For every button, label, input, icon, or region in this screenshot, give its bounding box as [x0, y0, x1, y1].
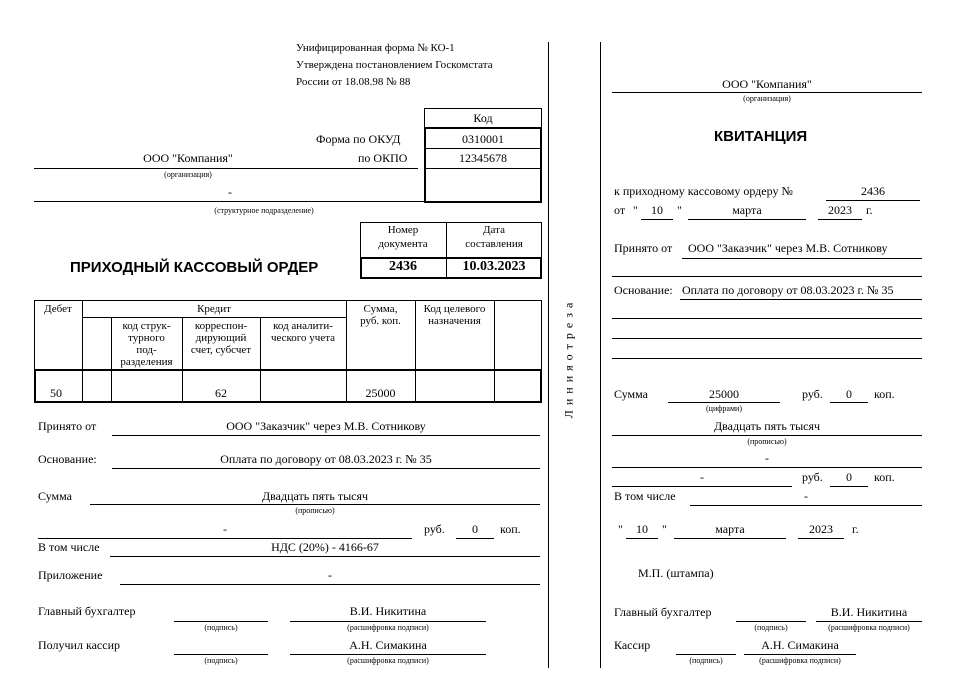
analit-h1: код аналити- — [273, 320, 333, 332]
receipt-g2-label: г. — [852, 522, 859, 536]
form-header-line3: России от 18.08.98 № 88 — [296, 76, 411, 88]
kassir-podpis-caption: (подпись) — [204, 656, 238, 665]
org-name: ООО "Компания" — [143, 151, 233, 165]
receipt-month: марта — [732, 203, 762, 217]
receipt-date2-quote-open: " — [618, 522, 623, 536]
receipt-summa-words-cont: - — [765, 451, 769, 465]
kassir-label: Получил кассир — [38, 638, 120, 652]
org-caption: (организация) — [164, 170, 212, 179]
codes-header-label: Код — [473, 111, 493, 125]
receipt-rub2-label: руб. — [802, 470, 823, 484]
receipt-day2: 10 — [636, 522, 648, 536]
kassir-rasshifrovka-caption: (расшифровка подписи) — [347, 656, 429, 665]
receipt-summa-value: 25000 — [709, 387, 739, 401]
receipt-title: КВИТАНЦИЯ — [714, 128, 808, 145]
glavbuh-podpis-caption: (подпись) — [204, 623, 238, 632]
summa-words: Двадцать пять тысяч — [261, 489, 369, 503]
glavbuh-label: Главный бухгалтер — [38, 604, 136, 618]
docnum-label-1: Номер — [387, 224, 419, 236]
vtom-label: В том числе — [38, 540, 100, 554]
glavbuh-name: В.И. Никитина — [349, 604, 427, 618]
receipt-month2: марта — [715, 522, 745, 536]
receipt-vtom-label: В том числе — [614, 489, 676, 503]
doc-number: 2436 — [389, 259, 417, 274]
receipt-date2-quote-close: " — [662, 522, 667, 536]
kod-cel-h1: Код целевого — [423, 303, 486, 315]
cut-line-right — [600, 42, 601, 668]
kredit-header: Кредит — [197, 303, 231, 315]
receipt-vtom-value: - — [804, 489, 808, 503]
receipt-glavbuh-label: Главный бухгалтер — [614, 605, 712, 619]
receipt-ot-label: от — [614, 203, 626, 217]
rub-label: руб. — [424, 522, 445, 536]
kod-cel-h2: назначения — [428, 315, 481, 327]
okud-value: 0310001 — [462, 132, 504, 146]
kod-struct-h1: код струк- — [122, 320, 171, 332]
okpo-value: 12345678 — [459, 151, 507, 165]
vtom-value: НДС (20%) - 4166-67 — [271, 540, 379, 554]
receipt-prinyato-value: ООО "Заказчик" через М.В. Сотникову — [688, 241, 888, 255]
receipt-org-caption: (организация) — [743, 94, 791, 103]
subdivision-value: - — [228, 185, 232, 199]
receipt-k-order-label: к приходному кассовому ордеру № — [614, 184, 793, 198]
propisyu-caption: (прописью) — [295, 506, 335, 515]
korr-h2: дирующий — [195, 332, 247, 344]
receipt-kop-label: коп. — [874, 387, 895, 401]
receipt-org-name: ООО "Компания" — [722, 77, 812, 91]
date-label-2: составления — [465, 238, 523, 250]
receipt-day: 10 — [651, 203, 663, 217]
receipt-quote-close: " — [677, 203, 682, 217]
osnovanie-label: Основание: — [38, 452, 97, 466]
receipt-kop2-label: коп. — [874, 470, 895, 484]
row-korr: 62 — [215, 386, 227, 400]
osnovanie-value: Оплата по договору от 08.03.2023 г. № 35 — [220, 452, 432, 466]
receipt-kassir-rasshifrovka: (расшифровка подписи) — [759, 656, 841, 665]
prilozhenie-value: - — [328, 568, 332, 582]
korr-h3: счет, субсчет — [190, 344, 252, 356]
analit-h2: ческого учета — [270, 332, 336, 344]
receipt-g-label: г. — [866, 203, 873, 217]
subdivision-caption: (структурное подразделение) — [214, 206, 314, 215]
receipt-year: 2023 — [828, 203, 852, 217]
glavbuh-rasshifrovka-caption: (расшифровка подписи) — [347, 623, 429, 632]
docnum-label-2: документа — [378, 238, 428, 250]
receipt-kop2-value: 0 — [846, 470, 852, 484]
date-label-1: Дата — [483, 224, 505, 236]
row-debet: 50 — [50, 386, 62, 400]
prilozhenie-label: Приложение — [38, 568, 103, 582]
summa-words-cont: - — [223, 522, 227, 536]
okpo-label: по ОКПО — [358, 151, 408, 165]
doc-date: 10.03.2023 — [462, 259, 526, 274]
receipt-quote-open: " — [633, 203, 638, 217]
kod-struct-h2: турного — [128, 332, 165, 344]
kod-struct-h3: под- — [136, 344, 157, 356]
receipt-glavbuh-name: В.И. Никитина — [830, 605, 908, 619]
receipt-glavbuh-rasshifrovka: (расшифровка подписи) — [828, 623, 910, 632]
order-title: ПРИХОДНЫЙ КАССОВЫЙ ОРДЕР — [70, 259, 319, 276]
receipt-order-number: 2436 — [861, 184, 885, 198]
prinyato-value: ООО "Заказчик" через М.В. Сотникову — [226, 419, 426, 433]
receipt-osnovanie-label: Основание: — [614, 283, 673, 297]
row-summa: 25000 — [365, 386, 396, 400]
debet-header: Дебет — [44, 303, 72, 315]
receipt-year2: 2023 — [809, 522, 833, 536]
form-header-line2: Утверждена постановлением Госкомстата — [296, 59, 493, 71]
receipt-kop-value: 0 — [846, 387, 852, 401]
receipt-mp: М.П. (штампа) — [638, 566, 714, 580]
receipt-summa-label: Сумма — [614, 387, 648, 401]
cut-line-left — [548, 42, 549, 668]
receipt-ciframi-caption: (цифрами) — [706, 404, 742, 413]
kassir-name: А.Н. Симакина — [349, 638, 427, 652]
receipt-kassir-podpis: (подпись) — [689, 656, 723, 665]
prinyato-label: Принято от — [38, 419, 97, 433]
receipt-kassir-label: Кассир — [614, 638, 651, 652]
receipt-prinyato-label: Принято от — [614, 241, 673, 255]
summa-h1: Сумма, — [363, 303, 398, 315]
summa-label: Сумма — [38, 489, 72, 503]
receipt-propisyu-caption: (прописью) — [747, 437, 787, 446]
receipt-osnovanie-value: Оплата по договору от 08.03.2023 г. № 35 — [682, 283, 894, 297]
cut-line-label: Л и н и я о т р е з а — [561, 301, 576, 419]
kod-struct-h4: разделения — [120, 356, 173, 368]
receipt-summa-line3: - — [700, 470, 704, 484]
summa-h2: руб. коп. — [360, 315, 401, 327]
okud-label: Форма по ОКУД — [316, 132, 401, 146]
receipt-kassir-name: А.Н. Симакина — [761, 638, 839, 652]
receipt-glavbuh-podpis: (подпись) — [754, 623, 788, 632]
form-header-line1: Унифицированная форма № КО-1 — [296, 42, 455, 54]
receipt-summa-words: Двадцать пять тысяч — [713, 419, 821, 433]
kop-label: коп. — [500, 522, 521, 536]
receipt-rub-label: руб. — [802, 387, 823, 401]
kop-value: 0 — [472, 522, 478, 536]
korr-h1: корреспон- — [194, 320, 248, 332]
